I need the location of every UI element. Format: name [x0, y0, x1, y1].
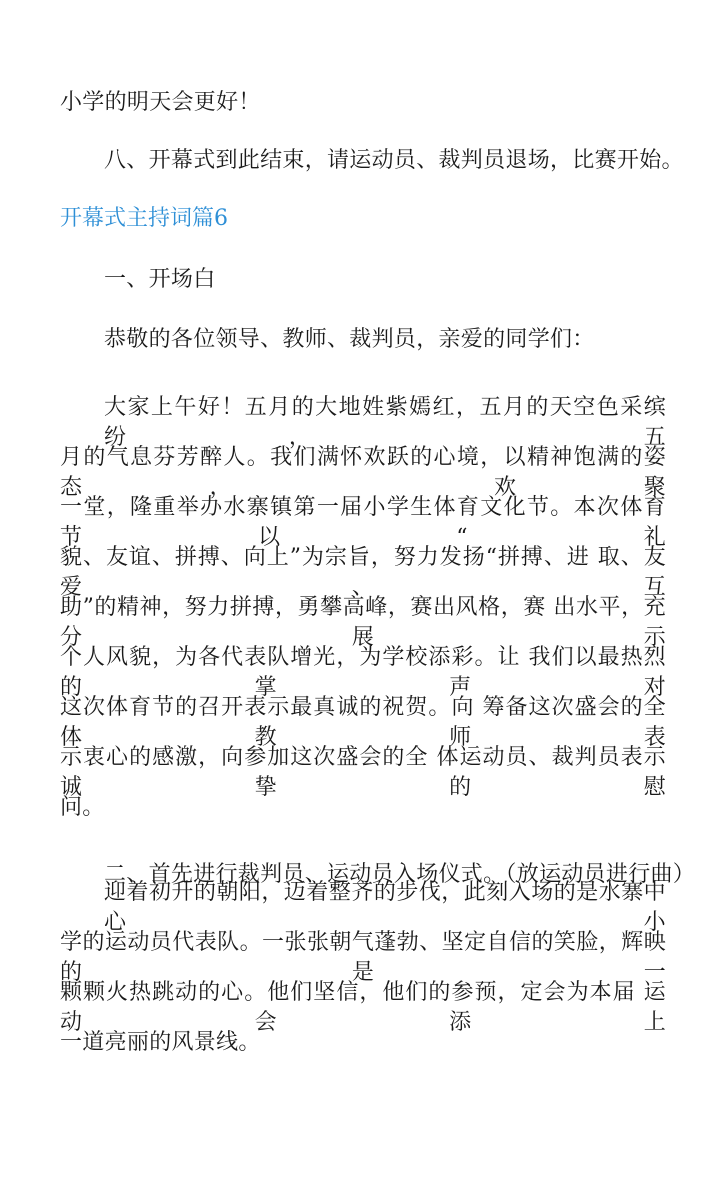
greeting-line: 恭敬的各位领导、教师、裁判员，亲爱的同学们： [104, 327, 595, 352]
paragraph-line: 这次体育节的召开表示最真诚的祝贺。向 筹备这次盛会的全体教师表 [60, 695, 666, 750]
subsection-title: 二、首先进行裁判员、运动员入场仪式。（放运动员进行曲） [104, 862, 696, 887]
section-heading: 开幕式主持词篇6 [60, 206, 228, 231]
paragraph-line: 颗颗火热跳动的心。他们坚信，他们的参预，定会为本届 运动会添上 [60, 980, 666, 1035]
paragraph-line: 大家上午好！五月的大地姓紫嫣红，五月的天空色采缤纷， 五 [104, 395, 666, 450]
text-line: 小学的明天会更好！ [60, 90, 261, 115]
paragraph-line: 迎着初升的朝阳，迈着整齐的步伐，此刻入场的是水寨中心 小 [104, 880, 666, 935]
paragraph-line: 貌、友谊、拼搏、向上”为宗旨，努力发扬“拼搏、进 取、友爱、互 [60, 545, 666, 600]
paragraph-line: 一道亮丽的风景线。 [60, 1030, 261, 1055]
text-line: 八、开幕式到此结束，请运动员、裁判员退场，比赛开始。 [104, 148, 684, 173]
paragraph-line: 示衷心的感激，向参加这次盛会的全 体运动员、裁判员表示诚挚的慰 [60, 745, 666, 800]
paragraph-line: 问。 [60, 795, 105, 820]
paragraph-line: 个人风貌，为各代表队增光，为学校添彩。让 我们以最热烈的掌声对 [60, 645, 666, 700]
paragraph-line: 一堂，隆重举办水寨镇第一届小学生体育文化节。本次体育 节以“礼 [60, 495, 666, 550]
paragraph-line: 学的运动员代表队。一张张朝气蓬勃、坚定自信的笑脸，辉映 的是一 [60, 930, 666, 985]
subsection-title: 一、开场白 [104, 267, 216, 292]
paragraph-line: 月的气息芬芳醉人。我们满怀欢跃的心境，以精神饱满的姿态， 欢聚 [60, 445, 666, 500]
paragraph-line: 助”的精神，努力拼搏，勇攀高峰，赛出风格，赛 出水平，充分展示 [60, 595, 666, 650]
